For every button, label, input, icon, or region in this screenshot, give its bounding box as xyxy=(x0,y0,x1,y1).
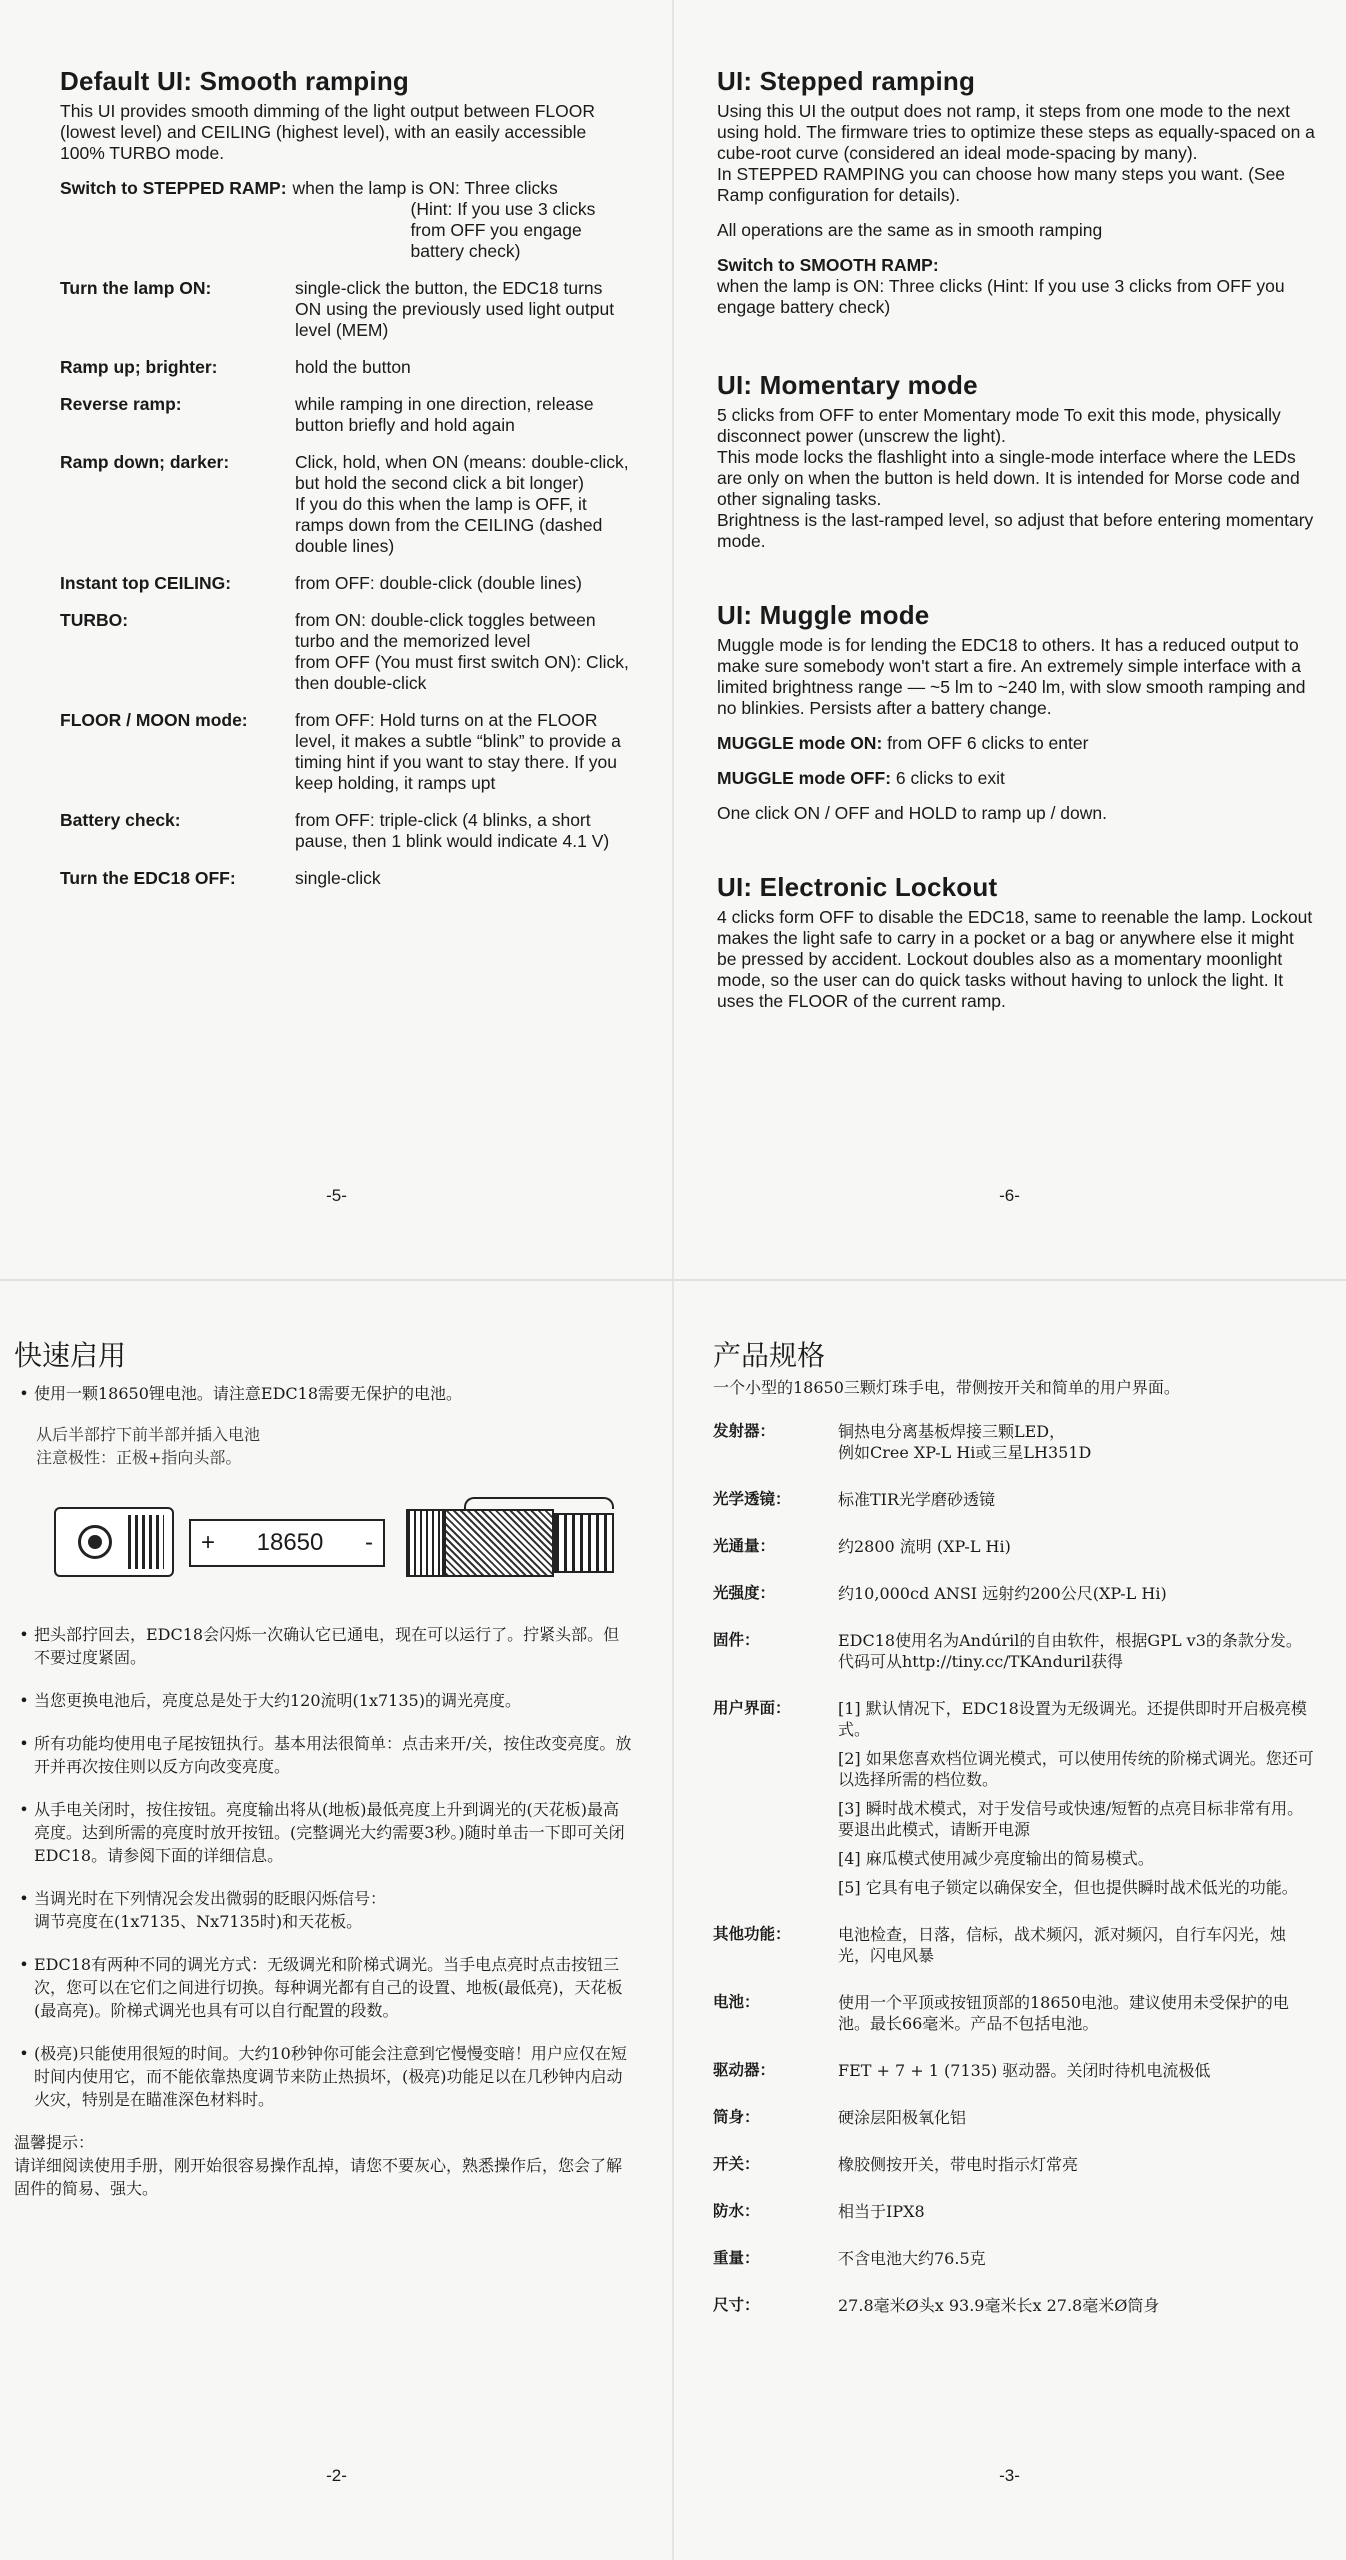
battery-minus: - xyxy=(364,1529,373,1556)
stepped-ramping-p1: Using this UI the output does not ramp, it steps from one mode to the next using hold. The firmware tries to optimize these steps as equally-spaced on a cube-root curve (considered an ideal mode-spacing by many). xyxy=(717,101,1315,163)
polarity-note: 注意极性：正极+指向头部。 xyxy=(36,1448,242,1467)
spec-line: 约2800 流明 (XP-L Hi) xyxy=(838,1537,1011,1556)
stepped-ramping-p3: All operations are the same as in smooth ramping xyxy=(717,220,1103,240)
spec-value xyxy=(838,2248,1316,2269)
operation-text: from OFF: triple-click (4 blinks, a short pause, then 1 blink would indicate 4.1 V) xyxy=(295,810,610,851)
bullet-icon: • xyxy=(19,1955,29,1974)
spec-label: 防水： xyxy=(713,2202,760,2220)
smooth-ramping-title: Default UI: Smooth ramping xyxy=(60,66,409,96)
switch-stepped-label: Switch to STEPPED RAMP: xyxy=(60,178,287,198)
battery-plus: + xyxy=(201,1529,216,1556)
spec-line: 不含电池大约76.5克 xyxy=(838,2249,986,2268)
spec-value xyxy=(838,2107,1316,2128)
tail-cap-icon xyxy=(554,1513,614,1573)
bullet-icon: • xyxy=(19,1734,29,1753)
quick-start-list xyxy=(14,1623,633,2111)
operation-label: Ramp up; brighter: xyxy=(60,357,218,377)
page-number: -5- xyxy=(326,1186,347,1205)
spec-row xyxy=(713,1924,1316,1966)
tip-title: 温馨提示： xyxy=(14,2133,95,2152)
spec-label: 电池： xyxy=(713,1993,760,2011)
operation-text: hold the button xyxy=(295,357,411,377)
muggle-p1: Muggle mode is for lending the EDC18 to others. It has a reduced output to make sure somebody won't start a fire. An extremely simple interface with a limited brightness range — ~5 lm to ~240 lm, with slow smooth ramping and no blinkies. Persists after a battery change. xyxy=(717,635,1306,718)
spec-label: 光强度： xyxy=(713,1584,776,1602)
spec-label: 开关： xyxy=(713,2155,760,2173)
spec-value xyxy=(838,1630,1316,1672)
bullet-text: 从手电关闭时，按住按钮。亮度输出将从(地板)最低亮度上升到调光的(天花板)最高亮度。达到所需的亮度时放开按钮。(完整调光大约需要3秒。)随时单击一下即可关闭EDC18。请参阅下面的详细信息。 xyxy=(34,1800,625,1865)
operation-row xyxy=(60,868,633,889)
switch-stepped-hint: (Hint: If you use 3 clicks from OFF you engage battery check) xyxy=(410,199,596,261)
spec-row xyxy=(713,2154,1316,2175)
lockout-title: UI: Electronic Lockout xyxy=(717,872,998,902)
bullet-icon: • xyxy=(19,1625,29,1644)
spec-line: 电池检查，日落，信标，战术频闪，派对频闪，自行车闪光，烛光，闪电风暴 xyxy=(838,1925,1287,1965)
bullet-item xyxy=(14,1623,633,1669)
bullet-text: EDC18有两种不同的调光方式：无级调光和阶梯式调光。当手电点亮时点击按钮三次，您可以在它们之间进行切换。每种调光都有自己的设置、地板(最低亮)，天花板(最高亮)。阶梯式调光也具有可以自行配置的段数。 xyxy=(34,1955,623,2020)
spec-line: EDC18使用名为Andúril的自由软件，根据GPL v3的条款分发。代码可从http://tiny.cc/TKAnduril获得 xyxy=(838,1631,1302,1671)
operation-label: Ramp down; darker: xyxy=(60,452,230,472)
spec-row xyxy=(713,1489,1316,1510)
muggle-off-text: 6 clicks to exit xyxy=(895,768,1005,788)
bullet-item xyxy=(14,1732,633,1778)
muggle-title: UI: Muggle mode xyxy=(717,600,930,630)
thread-icon xyxy=(406,1509,444,1577)
spec-value xyxy=(838,2295,1316,2316)
operation-row xyxy=(60,610,633,694)
install-instruction: 从后半部拧下前半部并插入电池 xyxy=(36,1425,261,1444)
spec-line: 硬涂层阳极氧化铝 xyxy=(838,2108,967,2127)
spec-row xyxy=(713,2201,1316,2222)
spec-line: [1] 默认情况下，EDC18设置为无级调光。还提供即时开启极亮模式。 xyxy=(838,1699,1307,1739)
spec-label: 用户界面： xyxy=(713,1699,791,1717)
spec-label: 光学透镜： xyxy=(713,1490,791,1508)
muggle-p2: One click ON / OFF and HOLD to ramp up / down. xyxy=(717,803,1107,823)
operation-row xyxy=(60,573,633,594)
spec-label: 光通量： xyxy=(713,1537,776,1555)
muggle-on-label: MUGGLE mode ON: xyxy=(717,733,883,753)
spec-row xyxy=(713,2295,1316,2316)
bullet-item xyxy=(14,1382,633,1405)
manual-page-6 xyxy=(673,0,1346,1280)
heat-fin-icon xyxy=(128,1515,164,1569)
muggle-on-line xyxy=(717,733,1316,754)
spec-line: [3] 瞬时战术模式，对于发信号或快速/短暂的点亮目标非常有用。要退出此模式，请断开电源 xyxy=(838,1799,1304,1839)
switch-smooth-label: Switch to SMOOTH RAMP: xyxy=(717,255,939,275)
spec-row xyxy=(713,1698,1316,1898)
operation-label: Turn the lamp ON: xyxy=(60,278,212,298)
spec-value xyxy=(838,1583,1316,1604)
muggle-off-line xyxy=(717,768,1316,789)
bullet-icon: • xyxy=(19,1800,29,1819)
bullet-text: 把头部拧回去，EDC18会闪烁一次确认它已通电，现在可以运行了。拧紧头部。但不要过度紧固。 xyxy=(34,1625,620,1667)
spec-label: 固件： xyxy=(713,1631,760,1649)
switch-smooth-text: when the lamp is ON: Three clicks (Hint: If you use 3 clicks from OFF you engage battery check) xyxy=(717,276,1285,317)
battery-label: 18650 xyxy=(256,1529,324,1556)
spec-row xyxy=(713,2060,1316,2081)
muggle-on-text: from OFF 6 clicks to enter xyxy=(887,733,1089,753)
bullet-item xyxy=(14,1887,633,1933)
bullet-icon: • xyxy=(19,2044,29,2063)
spec-row xyxy=(713,1992,1316,2034)
spec-line: 约10,000cd ANSI 远射约200公尺(XP-L Hi) xyxy=(838,1584,1167,1603)
spec-value xyxy=(838,2154,1316,2175)
operation-label: Reverse ramp: xyxy=(60,394,182,414)
smooth-ramping-intro: This UI provides smooth dimming of the light output between FLOOR (lowest level) and CEILING (highest level), with an easily accessible 100% TURBO mode. xyxy=(60,101,595,163)
muggle-off-label: MUGGLE mode OFF: xyxy=(717,768,892,788)
momentary-p3: Brightness is the last-ramped level, so adjust that before entering momentary mode. xyxy=(717,510,1314,551)
bullet-icon: • xyxy=(19,1889,29,1908)
momentary-p1: 5 clicks from OFF to enter Momentary mode To exit this mode, physically disconnect power (unscrew the light). xyxy=(717,405,1281,446)
momentary-title: UI: Momentary mode xyxy=(717,370,978,400)
spec-label: 发射器： xyxy=(713,1422,776,1440)
spec-label: 筒身： xyxy=(713,2108,760,2126)
spec-line: 标准TIR光学磨砂透镜 xyxy=(838,1490,996,1509)
specs-title: 产品规格 xyxy=(713,1339,826,1372)
operation-label: Battery check: xyxy=(60,810,181,830)
operation-row xyxy=(60,710,633,794)
operation-text: single-click xyxy=(295,868,381,888)
switch-stepped-row xyxy=(60,178,633,262)
spec-line: [5] 它具有电子锁定以确保安全，但也提供瞬时战术低光的功能。 xyxy=(838,1878,1298,1897)
pocket-clip-icon xyxy=(464,1497,614,1509)
spec-line: 使用一个平顶或按钮顶部的18650电池。建议使用未受保护的电池。最长66毫米。产品不包括电池。 xyxy=(838,1993,1289,2033)
page-number: -2- xyxy=(326,2466,347,2485)
bullet-text: 当调光时在下列情况会发出微弱的眨眼闪烁信号： 调节亮度在(1x7135、Nx7135时)和天花板。 xyxy=(34,1889,387,1931)
operation-label: FLOOR / MOON mode: xyxy=(60,710,248,730)
bullet-text: 使用一颗18650锂电池。请注意EDC18需要无保护的电池。 xyxy=(34,1384,463,1403)
spec-row xyxy=(713,1536,1316,1557)
manual-page-2 xyxy=(0,1280,673,2560)
spec-row xyxy=(713,1583,1316,1604)
bullet-text: 所有功能均使用电子尾按钮执行。基本用法很简单：点击来开/关，按住改变亮度。放开并再次按住则以反方向改变亮度。 xyxy=(34,1734,632,1776)
operation-text: Click, hold, when ON (means: double-click, but hold the second click a bit longer) If you do this when the lamp is OFF, it ramps down from the CEILING (dashed double lines) xyxy=(295,452,629,556)
spec-line: [2] 如果您喜欢档位调光模式，可以使用传统的阶梯式调光。您还可以选择所需的档位数。 xyxy=(838,1749,1314,1789)
spec-row xyxy=(713,1421,1316,1463)
tip-text: 请详细阅读使用手册，刚开始很容易操作乱掉，请您不要灰心，熟悉操作后，您会了解固件的简易、强大。 xyxy=(14,2156,623,2198)
quick-start-title: 快速启用 xyxy=(14,1339,127,1372)
bullet-item xyxy=(14,2042,633,2111)
bullet-icon: • xyxy=(19,1384,29,1403)
bullet-item xyxy=(14,1953,633,2022)
spec-value xyxy=(838,1489,1316,1510)
flashlight-head-icon xyxy=(54,1507,174,1577)
operation-text: from OFF: Hold turns on at the FLOOR level, it makes a subtle “blink” to provide a timing hint if you want to stay there. If you keep holding, it ramps upt xyxy=(295,710,621,793)
spec-line: 相当于IPX8 xyxy=(838,2202,925,2221)
operation-text: single-click the button, the EDC18 turns ON using the previously used light output level (MEM) xyxy=(295,278,615,340)
spec-label: 驱动器： xyxy=(713,2061,776,2079)
operation-text: from OFF: double-click (double lines) xyxy=(295,573,582,593)
battery-icon xyxy=(189,1519,385,1567)
spec-label: 其他功能： xyxy=(713,1925,791,1943)
spec-value xyxy=(838,1698,1316,1898)
operation-label: Instant top CEILING: xyxy=(60,573,232,593)
operation-row xyxy=(60,278,633,341)
spec-line: 27.8毫米Ø头x 93.9毫米长x 27.8毫米Ø筒身 xyxy=(838,2296,1160,2315)
bullet-text: (极亮)只能使用很短的时间。大约10秒钟你可能会注意到它慢慢变暗！用户应仅在短时间内使用它，而不能依靠热度调节来防止热损坏，(极亮)功能足以在几秒钟内启动火灾，特别是在瞄准深色材料时。 xyxy=(34,2044,627,2109)
spec-row xyxy=(713,2248,1316,2269)
spec-value xyxy=(838,1924,1316,1966)
operation-row xyxy=(60,357,633,378)
manual-page-5 xyxy=(0,0,673,1280)
spec-line: [4] 麻瓜模式使用减少亮度输出的简易模式。 xyxy=(838,1849,1154,1868)
stepped-ramping-p2: In STEPPED RAMPING you can choose how many steps you want. (See Ramp configuration for details). xyxy=(717,164,1286,205)
spec-value xyxy=(838,2060,1316,2081)
tip-block xyxy=(14,2131,633,2200)
spec-value xyxy=(838,1536,1316,1557)
momentary-p2: This mode locks the flashlight into a single-mode interface where the LEDs are only on when the button is held down. It is intended for Morse code and other signaling tasks. xyxy=(717,447,1300,509)
operation-text: while ramping in one direction, release button briefly and hold again xyxy=(295,394,594,435)
operation-label: Turn the EDC18 OFF: xyxy=(60,868,236,888)
lockout-p1: 4 clicks form OFF to disable the EDC18, same to reenable the lamp. Lockout makes the light safe to carry in a pocket or a bag or anywhere else it might be pressed by accident. Lockout doubles also as a momentary moonlight mode, so the user can do quick tasks without having to unlock the light. It uses the FLOOR of the current ramp. xyxy=(717,907,1313,1011)
operation-row xyxy=(60,452,633,557)
page-number: -3- xyxy=(999,2466,1020,2485)
spec-row xyxy=(713,2107,1316,2128)
page-number: -6- xyxy=(999,1186,1020,1205)
bullet-icon: • xyxy=(19,1691,29,1710)
operation-row xyxy=(60,394,633,436)
operation-label: TURBO: xyxy=(60,610,129,630)
knurled-body-icon xyxy=(444,1509,554,1577)
lens-core-icon xyxy=(88,1535,102,1549)
operation-row xyxy=(60,810,633,852)
spec-value xyxy=(838,2201,1316,2222)
switch-stepped-text xyxy=(293,178,633,262)
operation-table xyxy=(60,278,633,889)
spec-row xyxy=(713,1630,1316,1672)
spec-value xyxy=(838,1992,1316,2034)
spec-line: 铜热电分离基板焊接三颗LED， 例如Cree XP-L Hi或三星LH351D xyxy=(838,1422,1092,1462)
bullet-item xyxy=(14,1689,633,1712)
bullet-item xyxy=(14,1798,633,1867)
operation-text: from ON: double-click toggles between turbo and the memorized level from OFF (You must first switch ON): Click, then double-click xyxy=(295,610,629,693)
spec-value xyxy=(838,1421,1316,1463)
battery-install-diagram xyxy=(34,1495,633,1587)
spec-line: FET + 7 + 1 (7135) 驱动器。关闭时待机电流极低 xyxy=(838,2061,1211,2080)
spec-label: 重量： xyxy=(713,2249,760,2267)
switch-stepped-instruction: when the lamp is ON: Three clicks xyxy=(292,178,558,198)
manual-page-3 xyxy=(673,1280,1346,2560)
stepped-ramping-title: UI: Stepped ramping xyxy=(717,66,976,96)
specs-table xyxy=(713,1421,1316,2316)
spec-line: 橡胶侧按开关，带电时指示灯常亮 xyxy=(838,2155,1079,2174)
specs-subtitle: 一个小型的18650三颗灯珠手电，带侧按开关和简单的用户界面。 xyxy=(713,1378,1180,1397)
spec-label: 尺寸： xyxy=(713,2296,760,2314)
bullet-text: 当您更换电池后，亮度总是处于大约120流明(1x7135)的调光亮度。 xyxy=(34,1691,521,1710)
